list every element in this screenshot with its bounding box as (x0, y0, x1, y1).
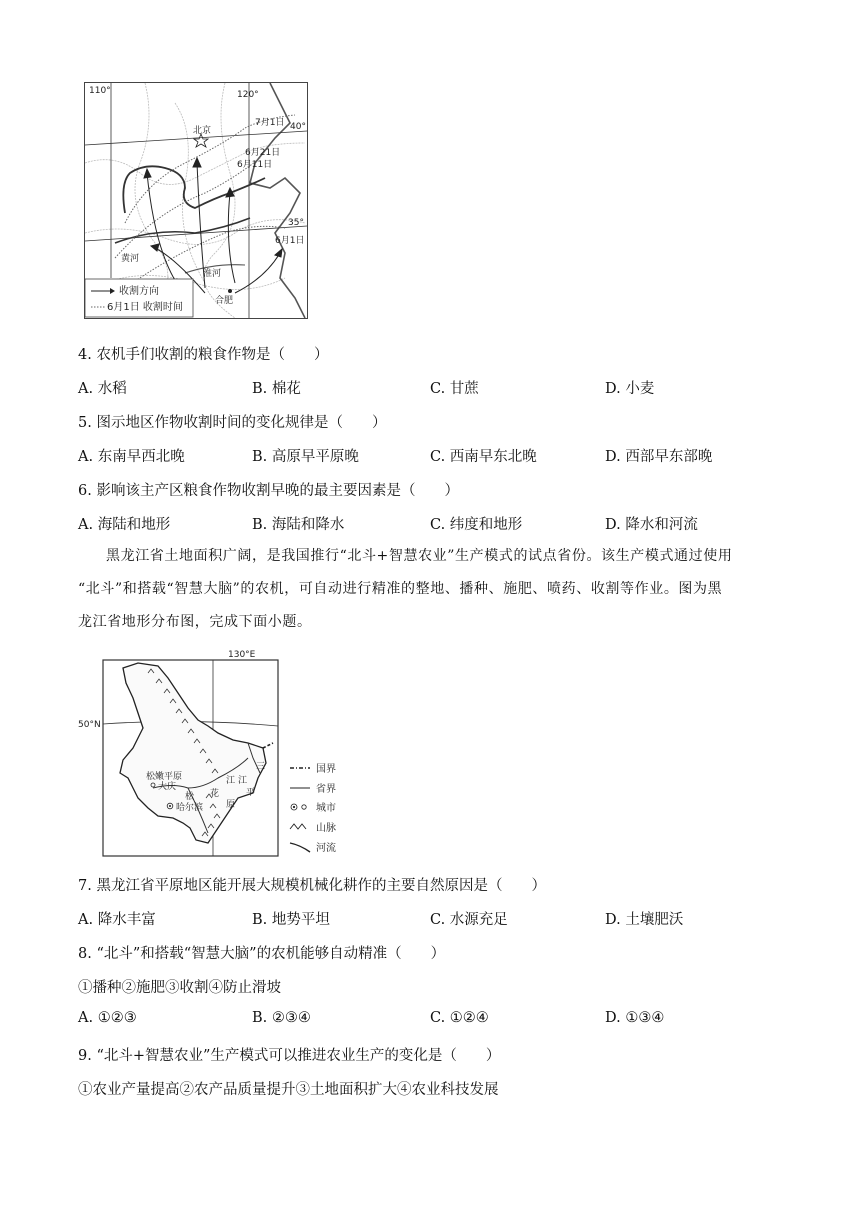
label-hua: 花 (210, 789, 220, 799)
q4-stem: 4. 农机手们收割的粮食作物是（ ） (78, 347, 329, 363)
q5-option-a[interactable]: A. 东南早西北晚 (78, 449, 185, 465)
q6-option-a[interactable]: A. 海陆和地形 (78, 517, 171, 533)
label-yuan: 原 (226, 800, 236, 810)
q8-option-b[interactable]: B. ②③④ (252, 1010, 311, 1026)
q8-option-c[interactable]: C. ①②④ (430, 1010, 489, 1026)
q5-option-b[interactable]: B. 高原早平原晚 (252, 449, 359, 465)
q9-stem: 9. “北斗+智慧农业”生产模式可以推进农业生产的变化是（ ） (78, 1048, 501, 1064)
q7-stem: 7. 黑龙江省平原地区能开展大规模机械化耕作的主要自然原因是（ ） (78, 878, 546, 894)
q8-stem: 8. “北斗”和搭载“智慧大脑”的农机能够自动精准（ ） (78, 946, 446, 962)
map2-legend (290, 763, 336, 854)
q6-stem: 6. 影响该主产区粮食作物收割早晚的最主要因素是（ ） (78, 483, 459, 499)
passage-line-2: “北斗”和搭载“智慧大脑”的农机，可自动进行精准的整地、播种、施肥、喷药、收割等作业。图为黑 (78, 581, 723, 597)
label-beijing: 北京 (193, 126, 212, 136)
q9-sub: ①农业产量提高②农产品质量提升③土地面积扩大④农业科技发展 (78, 1082, 499, 1098)
label-35: 35° (288, 218, 304, 228)
label-huai-river: 淮河 (203, 269, 222, 279)
label-ping: 平 (246, 788, 256, 798)
heilongjiang-map-svg (78, 648, 378, 858)
q6-option-c[interactable]: C. 纬度和地形 (430, 517, 523, 533)
q6-option-d[interactable]: D. 降水和河流 (605, 517, 698, 533)
label-jun1: 6月1日 (275, 236, 305, 246)
q7-option-b[interactable]: B. 地势平坦 (252, 912, 330, 928)
q7-option-a[interactable]: A. 降水丰富 (78, 912, 156, 928)
label-jun21: 6月21日 (245, 148, 281, 158)
q5-stem: 5. 图示地区作物收割时间的变化规律是（ ） (78, 415, 387, 431)
legend-direction: 收割方向 (119, 286, 159, 297)
label-130e: 130°E (228, 650, 256, 660)
label-110: 110° (89, 86, 111, 96)
q8-option-a[interactable]: A. ①②③ (78, 1010, 137, 1026)
label-40: 40° (290, 122, 306, 132)
legend-national-border: 国界 (316, 764, 336, 775)
heilongjiang-map (78, 648, 378, 858)
q7-option-c[interactable]: C. 水源充足 (430, 912, 508, 928)
q4-option-d[interactable]: D. 小麦 (605, 381, 655, 397)
hefei-dot-icon (228, 289, 232, 293)
label-jun11: 6月11日 (237, 160, 273, 170)
wheat-harvest-map (84, 82, 308, 319)
label-hefei: 合肥 (215, 296, 234, 306)
q4-option-a[interactable]: A. 水稻 (78, 381, 127, 397)
legend-mountain-icon (290, 824, 306, 829)
label-jul1: 7月1日 (255, 118, 285, 128)
legend-mountain: 山脉 (316, 823, 336, 834)
wheat-harvest-map-svg (85, 83, 307, 318)
q5-option-d[interactable]: D. 西部早东部晚 (605, 449, 713, 465)
label-harbin: 哈尔滨 (176, 803, 204, 813)
legend-city: 城市 (316, 803, 336, 814)
label-song: 松 (185, 792, 195, 802)
passage-line-1: 黑龙江省土地面积广阔，是我国推行“北斗+智慧农业”生产模式的试点省份。该生产模式通过使用 (106, 548, 733, 564)
label-sanjiang-2: 江 (238, 776, 248, 786)
label-jiang: 江 (226, 776, 236, 786)
q4-option-b[interactable]: B. 棉花 (252, 381, 301, 397)
legend-time: 6月1日 收割时间 (107, 302, 183, 313)
passage (78, 540, 783, 639)
legend-province-border: 省界 (316, 784, 336, 795)
label-songnen: 松嫩平原 (146, 772, 183, 782)
label-sanjiang-1: 三 (256, 762, 266, 772)
label-50n: 50°N (78, 720, 101, 730)
q8-option-d[interactable]: D. ①③④ (605, 1010, 665, 1026)
q6-option-b[interactable]: B. 海陆和降水 (252, 517, 345, 533)
label-yellow-river: 黄河 (121, 254, 140, 264)
label-120: 120° (237, 90, 259, 100)
q8-sub: ①播种②施肥③收割④防止滑坡 (78, 980, 281, 996)
q7-option-d[interactable]: D. 土壤肥沃 (605, 912, 684, 928)
passage-line-3: 龙江省地形分布图，完成下面小题。 (78, 614, 312, 630)
label-daqing: 大庆 (158, 782, 177, 792)
legend-river-icon (290, 843, 310, 852)
q5-option-c[interactable]: C. 西南早东北晚 (430, 449, 537, 465)
legend-river: 河流 (316, 843, 336, 854)
q4-option-c[interactable]: C. 甘蔗 (430, 381, 479, 397)
yellow-river-line (123, 166, 265, 213)
